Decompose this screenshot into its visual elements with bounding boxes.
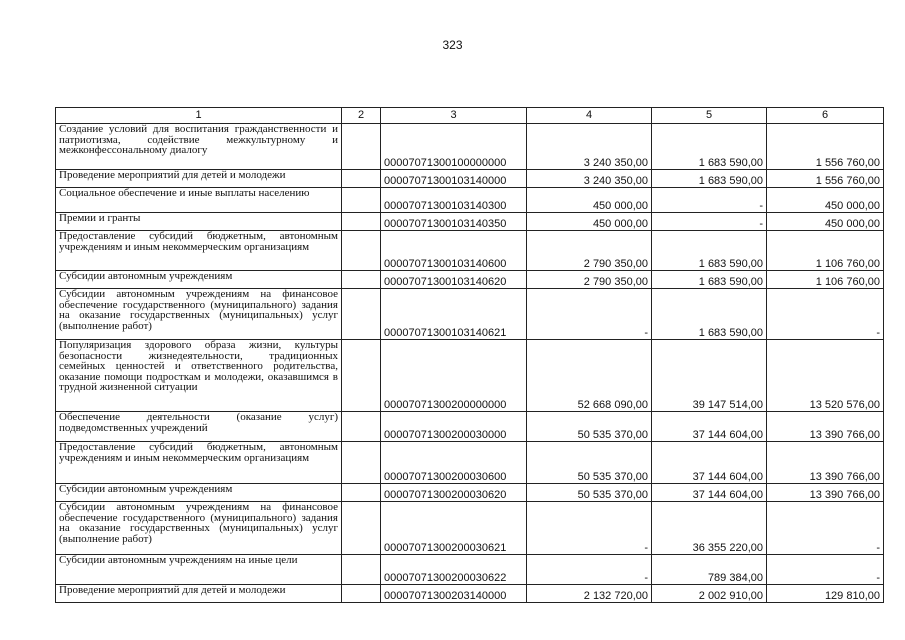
row-name-cell: Создание условий для воспитания гражданственности и патриотизма, содействие межкультурному и межконфессональному диалогу [56,124,342,170]
table-row [56,585,884,603]
row-col6-value: 13 390 766,00 [767,484,884,502]
row-col4-value: 450 000,00 [527,213,652,231]
row-name-cell: Социальное обеспечение и иные выплаты населению [56,188,342,213]
row-col2-cell [342,585,381,603]
row-col4-value: 2 790 350,00 [527,231,652,271]
table-row [56,231,884,271]
row-col5-value: 1 683 590,00 [652,231,767,271]
row-col5-value: 39 147 514,00 [652,340,767,412]
row-name-cell: Премии и гранты [56,213,342,231]
row-col5-value: 1 683 590,00 [652,271,767,289]
row-col4-value: 50 535 370,00 [527,484,652,502]
row-col4-value: 3 240 350,00 [527,170,652,188]
table-row [56,289,884,340]
row-col2-cell [342,502,381,555]
row-name-cell: Предоставление субсидий бюджетным, автономным учреждениям и иным некоммерческим организациям [56,231,342,271]
row-code-cell: 00007071300200030000 [381,412,527,442]
row-code-cell: 00007071300200030620 [381,484,527,502]
table-row [56,484,884,502]
row-code-cell: 00007071300200000000 [381,340,527,412]
row-name-cell: Проведение мероприятий для детей и молодежи [56,170,342,188]
row-name-cell: Популяризация здорового образа жизни, культуры безопасности жизнедеятельности, традиционных семейных ценностей и ответственного родительства, оказание помощи подросткам и молодежи, оказавшимся в трудной жизненной ситуации [56,340,342,412]
table-row [56,502,884,555]
row-col6-value: 1 106 760,00 [767,231,884,271]
row-col6-value: 450 000,00 [767,188,884,213]
row-col5-value: 37 144 604,00 [652,484,767,502]
row-col4-value: 450 000,00 [527,188,652,213]
row-col2-cell [342,340,381,412]
row-col2-cell [342,213,381,231]
row-col5-value: - [652,213,767,231]
row-col2-cell [342,484,381,502]
row-col4-value: 50 535 370,00 [527,442,652,484]
row-col4-value: 52 668 090,00 [527,340,652,412]
header-col-6: 6 [767,108,884,124]
row-code-cell: 00007071300103140621 [381,289,527,340]
row-name-cell: Субсидии автономным учреждениям на финансовое обеспечение государственного (муниципального) задания на оказание государственных (муниципальных) услуг (выполнение работ) [56,289,342,340]
row-col6-value: 450 000,00 [767,213,884,231]
row-code-cell: 00007071300200030622 [381,555,527,585]
table-row [56,340,884,412]
row-col2-cell [342,555,381,585]
row-code-cell: 00007071300103140600 [381,231,527,271]
row-name-cell: Обеспечение деятельности (оказание услуг) подведомственных учреждений [56,412,342,442]
row-col5-value: 1 683 590,00 [652,289,767,340]
row-name-cell: Субсидии автономным учреждениям на финансовое обеспечение государственного (муниципального) задания на оказание государственных (муниципальных) услуг (выполнение работ) [56,502,342,555]
row-col5-value: - [652,188,767,213]
row-col5-value: 2 002 910,00 [652,585,767,603]
table-row [56,412,884,442]
row-col5-value: 36 355 220,00 [652,502,767,555]
row-col6-value: - [767,502,884,555]
row-col5-value: 1 683 590,00 [652,124,767,170]
table-header-row [56,108,884,124]
row-col6-value: - [767,555,884,585]
row-name-cell: Проведение мероприятий для детей и молодежи [56,585,342,603]
row-col6-value: 13 520 576,00 [767,340,884,412]
row-code-cell: 00007071300200030621 [381,502,527,555]
row-col6-value: 1 556 760,00 [767,170,884,188]
page-number: 323 [442,38,463,52]
row-name-cell: Субсидии автономным учреждениям на иные цели [56,555,342,585]
row-col2-cell [342,231,381,271]
row-col6-value: 13 390 766,00 [767,442,884,484]
header-col-2: 2 [342,108,381,124]
row-col2-cell [342,442,381,484]
row-col6-value: 1 106 760,00 [767,271,884,289]
table-row [56,213,884,231]
row-col4-value: - [527,555,652,585]
row-col2-cell [342,271,381,289]
row-col5-value: 37 144 604,00 [652,412,767,442]
row-col5-value: 1 683 590,00 [652,170,767,188]
table-row [56,555,884,585]
row-code-cell: 00007071300103140300 [381,188,527,213]
row-col4-value: - [527,502,652,555]
row-code-cell: 00007071300203140000 [381,585,527,603]
row-col6-value: - [767,289,884,340]
row-col2-cell [342,124,381,170]
row-col4-value: 3 240 350,00 [527,124,652,170]
header-col-4: 4 [527,108,652,124]
table-row [56,271,884,289]
row-code-cell: 00007071300103140350 [381,213,527,231]
header-col-1: 1 [56,108,342,124]
row-col6-value: 129 810,00 [767,585,884,603]
row-code-cell: 00007071300200030600 [381,442,527,484]
table-row [56,170,884,188]
row-col2-cell [342,188,381,213]
row-col2-cell [342,170,381,188]
row-name-cell: Субсидии автономным учреждениям [56,484,342,502]
row-col6-value: 13 390 766,00 [767,412,884,442]
table-row [56,124,884,170]
table-row [56,442,884,484]
row-col4-value: - [527,289,652,340]
row-code-cell: 00007071300103140620 [381,271,527,289]
row-col4-value: 2 790 350,00 [527,271,652,289]
row-col4-value: 50 535 370,00 [527,412,652,442]
row-col5-value: 37 144 604,00 [652,442,767,484]
header-col-3: 3 [381,108,527,124]
row-col6-value: 1 556 760,00 [767,124,884,170]
row-name-cell: Субсидии автономным учреждениям [56,271,342,289]
row-col2-cell [342,289,381,340]
table-row [56,188,884,213]
row-name-cell: Предоставление субсидий бюджетным, автономным учреждениям и иным некоммерческим организациям [56,442,342,484]
budget-table [55,107,884,603]
row-code-cell: 00007071300100000000 [381,124,527,170]
row-col4-value: 2 132 720,00 [527,585,652,603]
header-col-5: 5 [652,108,767,124]
row-col2-cell [342,412,381,442]
row-code-cell: 00007071300103140000 [381,170,527,188]
row-col5-value: 789 384,00 [652,555,767,585]
